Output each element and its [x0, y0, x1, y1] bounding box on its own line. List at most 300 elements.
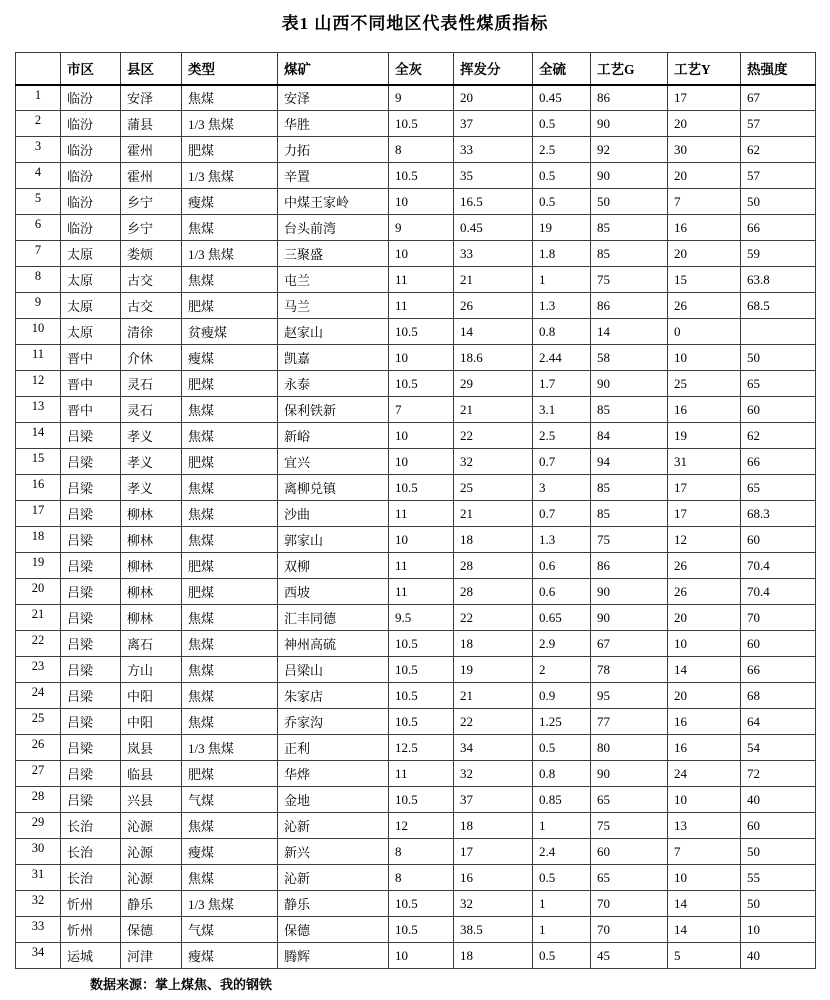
- table-cell: 介休: [121, 345, 182, 371]
- table-cell: 安泽: [121, 85, 182, 111]
- table-cell: 郭家山: [278, 527, 389, 553]
- table-cell: 离柳兑镇: [278, 475, 389, 501]
- table-cell: 1/3 焦煤: [182, 735, 278, 761]
- table-cell: 乡宁: [121, 215, 182, 241]
- table-cell: 37: [454, 787, 533, 813]
- row-number-cell: 7: [16, 241, 61, 267]
- table-cell: 7: [668, 839, 741, 865]
- table-cell: 29: [454, 371, 533, 397]
- table-cell: 12: [668, 527, 741, 553]
- table-cell: 11: [389, 553, 454, 579]
- table-cell: 32: [454, 761, 533, 787]
- table-cell: 60: [591, 839, 668, 865]
- table-cell: 10.5: [389, 787, 454, 813]
- table-cell: 屯兰: [278, 267, 389, 293]
- table-row: [16, 293, 816, 319]
- column-header: [16, 53, 61, 85]
- table-cell: 19: [668, 423, 741, 449]
- table-cell: 河津: [121, 943, 182, 969]
- row-number-cell: 22: [16, 631, 61, 657]
- table-cell: 0.6: [533, 579, 591, 605]
- table-cell: 75: [591, 813, 668, 839]
- table-row: [16, 189, 816, 215]
- table-cell: 50: [741, 189, 816, 215]
- table-cell: 乡宁: [121, 189, 182, 215]
- table-cell: 吕梁: [61, 631, 121, 657]
- table-cell: 临汾: [61, 163, 121, 189]
- row-number-cell: 21: [16, 605, 61, 631]
- table-cell: 38.5: [454, 917, 533, 943]
- table-cell: 1.7: [533, 371, 591, 397]
- table-cell: 90: [591, 163, 668, 189]
- table-cell: 3.1: [533, 397, 591, 423]
- table-cell: 11: [389, 579, 454, 605]
- table-cell: 67: [591, 631, 668, 657]
- table-row: [16, 319, 816, 345]
- table-cell: 霍州: [121, 137, 182, 163]
- table-cell: 瘦煤: [182, 189, 278, 215]
- row-number-cell: 14: [16, 423, 61, 449]
- table-row: [16, 553, 816, 579]
- table-cell: 60: [741, 527, 816, 553]
- table-cell: 28: [454, 579, 533, 605]
- table-row: [16, 449, 816, 475]
- table-cell: 赵家山: [278, 319, 389, 345]
- table-cell: 力拓: [278, 137, 389, 163]
- table-cell: 55: [741, 865, 816, 891]
- table-cell: 9: [389, 215, 454, 241]
- table-cell: 45: [591, 943, 668, 969]
- table-cell: 10: [668, 345, 741, 371]
- table-row: [16, 111, 816, 137]
- table-row: [16, 579, 816, 605]
- table-cell: 20: [668, 605, 741, 631]
- table-cell: 吕梁山: [278, 657, 389, 683]
- table-row: [16, 267, 816, 293]
- table-cell: 70.4: [741, 579, 816, 605]
- row-number-cell: 10: [16, 319, 61, 345]
- table-cell: 灵石: [121, 371, 182, 397]
- table-cell: 14: [454, 319, 533, 345]
- table-cell: 90: [591, 371, 668, 397]
- table-cell: 85: [591, 501, 668, 527]
- row-number-cell: 5: [16, 189, 61, 215]
- table-cell: 18: [454, 527, 533, 553]
- table-cell: 焦煤: [182, 475, 278, 501]
- table-cell: 晋中: [61, 371, 121, 397]
- table-cell: 72: [741, 761, 816, 787]
- table-cell: 17: [668, 85, 741, 111]
- table-header-row: [16, 53, 816, 85]
- table-cell: 肥煤: [182, 137, 278, 163]
- table-cell: 三聚盛: [278, 241, 389, 267]
- table-row: [16, 839, 816, 865]
- row-number-cell: 29: [16, 813, 61, 839]
- table-cell: 90: [591, 605, 668, 631]
- table-row: [16, 241, 816, 267]
- table-cell: 12: [389, 813, 454, 839]
- table-cell: 30: [668, 137, 741, 163]
- table-cell: 肥煤: [182, 449, 278, 475]
- table-cell: 60: [741, 813, 816, 839]
- table-cell: 忻州: [61, 891, 121, 917]
- table-cell: 1: [533, 813, 591, 839]
- table-cell: 34: [454, 735, 533, 761]
- table-cell: 焦煤: [182, 683, 278, 709]
- row-number-cell: 27: [16, 761, 61, 787]
- row-number-cell: 12: [16, 371, 61, 397]
- table-cell: 10: [668, 865, 741, 891]
- row-number-cell: 30: [16, 839, 61, 865]
- table-cell: 86: [591, 293, 668, 319]
- row-number-cell: 19: [16, 553, 61, 579]
- table-cell: 35: [454, 163, 533, 189]
- table-cell: 77: [591, 709, 668, 735]
- column-header: 热强度: [741, 53, 816, 85]
- table-row: [16, 657, 816, 683]
- table-cell: 0.5: [533, 943, 591, 969]
- row-number-cell: 26: [16, 735, 61, 761]
- table-cell: 新峪: [278, 423, 389, 449]
- table-cell: 3: [533, 475, 591, 501]
- table-cell: 焦煤: [182, 423, 278, 449]
- table-row: [16, 917, 816, 943]
- table-cell: 84: [591, 423, 668, 449]
- table-cell: 肥煤: [182, 761, 278, 787]
- table-cell: 肥煤: [182, 293, 278, 319]
- column-header: 全灰: [389, 53, 454, 85]
- table-cell: 清徐: [121, 319, 182, 345]
- table-cell: 焦煤: [182, 527, 278, 553]
- table-cell: 岚县: [121, 735, 182, 761]
- table-cell: 焦煤: [182, 397, 278, 423]
- table-cell: 9: [389, 85, 454, 111]
- table-cell: 32: [454, 449, 533, 475]
- table-row: [16, 501, 816, 527]
- table-cell: 1/3 焦煤: [182, 111, 278, 137]
- table-cell: 孝义: [121, 475, 182, 501]
- table-row: [16, 761, 816, 787]
- table-cell: 长治: [61, 865, 121, 891]
- table-cell: 10.5: [389, 163, 454, 189]
- table-cell: 11: [389, 293, 454, 319]
- table-row: [16, 787, 816, 813]
- table-cell: 沁新: [278, 813, 389, 839]
- table-cell: 75: [591, 527, 668, 553]
- table-cell: 吕梁: [61, 475, 121, 501]
- table-cell: 14: [668, 657, 741, 683]
- table-header: [16, 53, 816, 85]
- row-number-cell: 34: [16, 943, 61, 969]
- table-cell: 0.9: [533, 683, 591, 709]
- table-cell: 孝义: [121, 423, 182, 449]
- table-cell: 柳林: [121, 605, 182, 631]
- table-row: [16, 735, 816, 761]
- table-cell: 95: [591, 683, 668, 709]
- table-cell: 21: [454, 501, 533, 527]
- table-cell: 1.8: [533, 241, 591, 267]
- table-cell: 14: [591, 319, 668, 345]
- table-cell: 吕梁: [61, 527, 121, 553]
- table-cell: 25: [454, 475, 533, 501]
- table-body: [16, 85, 816, 969]
- table-cell: [741, 319, 816, 345]
- table-cell: 57: [741, 111, 816, 137]
- table-cell: 2.44: [533, 345, 591, 371]
- table-cell: 21: [454, 683, 533, 709]
- table-cell: 26: [668, 553, 741, 579]
- row-number-cell: 20: [16, 579, 61, 605]
- table-cell: 8: [389, 137, 454, 163]
- table-cell: 离石: [121, 631, 182, 657]
- table-cell: 焦煤: [182, 657, 278, 683]
- table-row: [16, 631, 816, 657]
- table-cell: 0.5: [533, 189, 591, 215]
- table-cell: 10: [668, 787, 741, 813]
- table-cell: 沁源: [121, 813, 182, 839]
- table-cell: 安泽: [278, 85, 389, 111]
- table-cell: 90: [591, 761, 668, 787]
- table-cell: 22: [454, 709, 533, 735]
- column-header: 市区: [61, 53, 121, 85]
- table-cell: 1.3: [533, 527, 591, 553]
- row-number-cell: 15: [16, 449, 61, 475]
- table-cell: 焦煤: [182, 605, 278, 631]
- table-cell: 沁源: [121, 839, 182, 865]
- table-cell: 沁新: [278, 865, 389, 891]
- table-cell: 中煤王家岭: [278, 189, 389, 215]
- table-cell: 吕梁: [61, 735, 121, 761]
- table-cell: 19: [454, 657, 533, 683]
- table-cell: 62: [741, 423, 816, 449]
- table-cell: 10.5: [389, 657, 454, 683]
- table-cell: 忻州: [61, 917, 121, 943]
- table-cell: 70.4: [741, 553, 816, 579]
- table-cell: 14: [668, 917, 741, 943]
- row-number-cell: 32: [16, 891, 61, 917]
- table-cell: 长治: [61, 839, 121, 865]
- table-cell: 焦煤: [182, 865, 278, 891]
- table-cell: 10: [389, 449, 454, 475]
- table-cell: 保德: [121, 917, 182, 943]
- table-cell: 瘦煤: [182, 839, 278, 865]
- table-cell: 1: [533, 267, 591, 293]
- table-cell: 10.5: [389, 319, 454, 345]
- table-cell: 0.8: [533, 319, 591, 345]
- table-cell: 68: [741, 683, 816, 709]
- table-cell: 运城: [61, 943, 121, 969]
- table-cell: 75: [591, 267, 668, 293]
- table-cell: 西坡: [278, 579, 389, 605]
- table-cell: 1: [533, 917, 591, 943]
- table-cell: 50: [741, 345, 816, 371]
- table-cell: 10: [389, 189, 454, 215]
- table-cell: 32: [454, 891, 533, 917]
- table-cell: 华烨: [278, 761, 389, 787]
- table-cell: 2.4: [533, 839, 591, 865]
- table-cell: 凯嘉: [278, 345, 389, 371]
- table-cell: 12.5: [389, 735, 454, 761]
- table-cell: 18.6: [454, 345, 533, 371]
- table-cell: 临汾: [61, 137, 121, 163]
- table-row: [16, 475, 816, 501]
- table-cell: 金地: [278, 787, 389, 813]
- table-cell: 0: [668, 319, 741, 345]
- column-header: 挥发分: [454, 53, 533, 85]
- table-cell: 40: [741, 943, 816, 969]
- table-cell: 临汾: [61, 189, 121, 215]
- row-number-cell: 4: [16, 163, 61, 189]
- table-cell: 0.6: [533, 553, 591, 579]
- table-cell: 吕梁: [61, 761, 121, 787]
- table-cell: 5: [668, 943, 741, 969]
- table-cell: 65: [741, 475, 816, 501]
- table-cell: 临汾: [61, 215, 121, 241]
- table-cell: 长治: [61, 813, 121, 839]
- row-number-cell: 2: [16, 111, 61, 137]
- table-cell: 10: [389, 423, 454, 449]
- table-cell: 90: [591, 111, 668, 137]
- table-cell: 92: [591, 137, 668, 163]
- table-cell: 柳林: [121, 553, 182, 579]
- table-row: [16, 397, 816, 423]
- table-cell: 26: [454, 293, 533, 319]
- table-cell: 85: [591, 475, 668, 501]
- table-cell: 66: [741, 215, 816, 241]
- table-cell: 孝义: [121, 449, 182, 475]
- table-cell: 焦煤: [182, 267, 278, 293]
- column-header: 工艺Y: [668, 53, 741, 85]
- table-cell: 娄烦: [121, 241, 182, 267]
- table-cell: 焦煤: [182, 709, 278, 735]
- table-cell: 10: [668, 631, 741, 657]
- column-header: 县区: [121, 53, 182, 85]
- table-cell: 气煤: [182, 787, 278, 813]
- table-cell: 瘦煤: [182, 345, 278, 371]
- table-cell: 神州高硫: [278, 631, 389, 657]
- table-row: [16, 527, 816, 553]
- table-cell: 25: [668, 371, 741, 397]
- table-cell: 70: [741, 605, 816, 631]
- table-cell: 静乐: [121, 891, 182, 917]
- table-cell: 65: [591, 787, 668, 813]
- table-cell: 11: [389, 761, 454, 787]
- table-cell: 吕梁: [61, 579, 121, 605]
- row-number-cell: 9: [16, 293, 61, 319]
- table-cell: 吕梁: [61, 423, 121, 449]
- row-number-cell: 28: [16, 787, 61, 813]
- table-cell: 37: [454, 111, 533, 137]
- table-cell: 21: [454, 397, 533, 423]
- table-cell: 0.85: [533, 787, 591, 813]
- table-cell: 0.5: [533, 163, 591, 189]
- table-cell: 临汾: [61, 85, 121, 111]
- table-cell: 62: [741, 137, 816, 163]
- table-cell: 永泰: [278, 371, 389, 397]
- table-cell: 保德: [278, 917, 389, 943]
- row-number-cell: 24: [16, 683, 61, 709]
- table-cell: 2.9: [533, 631, 591, 657]
- table-cell: 霍州: [121, 163, 182, 189]
- table-cell: 保利铁新: [278, 397, 389, 423]
- table-cell: 68.3: [741, 501, 816, 527]
- table-cell: 肥煤: [182, 553, 278, 579]
- table-cell: 17: [668, 475, 741, 501]
- table-row: [16, 943, 816, 969]
- table-cell: 方山: [121, 657, 182, 683]
- table-cell: 焦煤: [182, 215, 278, 241]
- table-cell: 1: [533, 891, 591, 917]
- table-cell: 贫瘦煤: [182, 319, 278, 345]
- table-cell: 10.5: [389, 709, 454, 735]
- table-cell: 2.5: [533, 137, 591, 163]
- table-cell: 64: [741, 709, 816, 735]
- table-cell: 中阳: [121, 683, 182, 709]
- table-cell: 13: [668, 813, 741, 839]
- table-cell: 古交: [121, 267, 182, 293]
- table-cell: 16: [668, 735, 741, 761]
- table-cell: 辛置: [278, 163, 389, 189]
- table-cell: 78: [591, 657, 668, 683]
- table-cell: 33: [454, 241, 533, 267]
- table-cell: 0.45: [533, 85, 591, 111]
- table-cell: 60: [741, 397, 816, 423]
- table-cell: 33: [454, 137, 533, 163]
- column-header: 全硫: [533, 53, 591, 85]
- table-cell: 0.5: [533, 735, 591, 761]
- table-cell: 66: [741, 657, 816, 683]
- table-cell: 10.5: [389, 683, 454, 709]
- table-cell: 31: [668, 449, 741, 475]
- table-row: [16, 371, 816, 397]
- table-cell: 兴县: [121, 787, 182, 813]
- table-cell: 80: [591, 735, 668, 761]
- table-cell: 肥煤: [182, 579, 278, 605]
- table-cell: 临汾: [61, 111, 121, 137]
- table-cell: 吕梁: [61, 787, 121, 813]
- table-cell: 焦煤: [182, 813, 278, 839]
- table-cell: 18: [454, 813, 533, 839]
- row-number-cell: 1: [16, 85, 61, 111]
- table-cell: 10: [741, 917, 816, 943]
- table-row: [16, 423, 816, 449]
- table-cell: 焦煤: [182, 85, 278, 111]
- table-cell: 柳林: [121, 579, 182, 605]
- table-cell: 28: [454, 553, 533, 579]
- table-cell: 10.5: [389, 917, 454, 943]
- table-cell: 26: [668, 579, 741, 605]
- table-cell: 吕梁: [61, 709, 121, 735]
- table-cell: 0.5: [533, 865, 591, 891]
- table-row: [16, 813, 816, 839]
- table-cell: 太原: [61, 319, 121, 345]
- row-number-cell: 13: [16, 397, 61, 423]
- table-cell: 吕梁: [61, 553, 121, 579]
- table-cell: 94: [591, 449, 668, 475]
- table-cell: 1/3 焦煤: [182, 241, 278, 267]
- table-cell: 85: [591, 215, 668, 241]
- table-cell: 8: [389, 865, 454, 891]
- table-cell: 1/3 焦煤: [182, 891, 278, 917]
- table-row: [16, 215, 816, 241]
- table-cell: 20: [454, 85, 533, 111]
- table-cell: 57: [741, 163, 816, 189]
- table-cell: 汇丰同德: [278, 605, 389, 631]
- table-cell: 26: [668, 293, 741, 319]
- table-cell: 20: [668, 241, 741, 267]
- table-cell: 焦煤: [182, 501, 278, 527]
- table-row: [16, 865, 816, 891]
